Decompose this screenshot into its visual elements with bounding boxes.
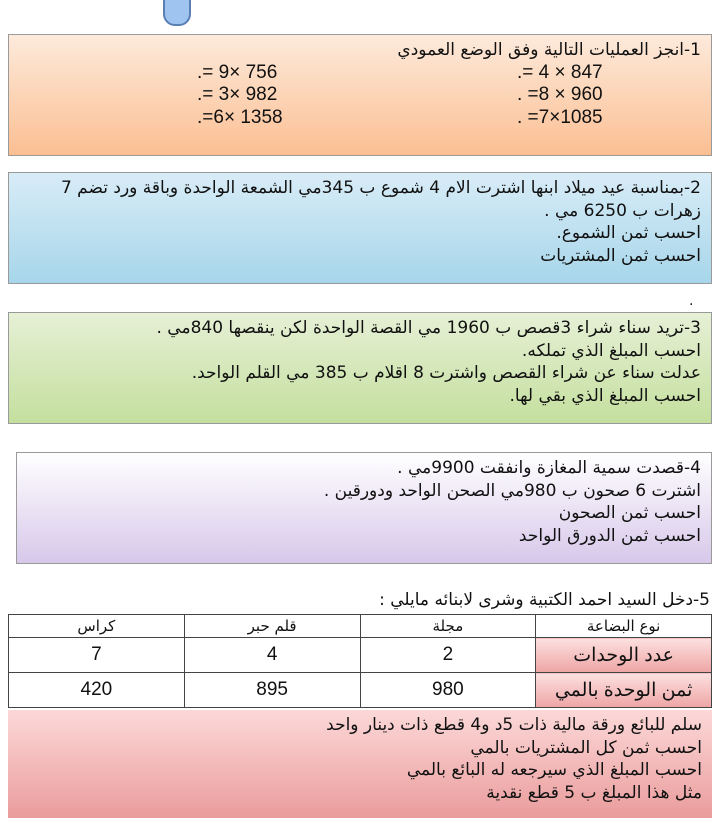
stray-dot: . (689, 293, 694, 309)
exercise-3-line: احسب المبلغ الذي بقي لها. (509, 385, 701, 406)
table-cell: 980 (360, 673, 536, 708)
exercise-5-line: سلم للبائع ورقة مالية ذات 5د و4 قطع ذات دينار واحد (326, 715, 702, 735)
operation: .=6× 1358 (197, 106, 283, 128)
exercise-2-line: زهرات ب 6250 مي . (544, 200, 701, 221)
exercise-2-line: احسب ثمن الشموع. (556, 223, 701, 243)
table-cell: قلم حبر (184, 615, 360, 638)
exercise-2-box (8, 172, 712, 284)
exercise-4-box (16, 452, 712, 564)
purchases-table (8, 614, 712, 708)
table-cell: 4 (184, 638, 360, 673)
exercise-2-line: 2-بمناسبة عيد ميلاد ابنها اشترت الام 4 شموع ب 345مي الشمعة الواحدة وباقة ورد تضم 7 (60, 178, 701, 198)
table-cell: 7 (9, 638, 185, 673)
table-cell: 895 (184, 673, 360, 708)
table-row (9, 638, 712, 673)
table-cell: كراس (9, 615, 185, 638)
exercise-1-title: 1-انجز العمليات التالية وفق الوضع العمودي (397, 40, 701, 60)
table-cell: نوع البضاعة (536, 615, 712, 638)
exercise-4-line: 4-قصدت سمية المغازة وانفقت 9900مي . (397, 458, 701, 478)
table-cell: 2 (360, 638, 536, 673)
table-cell: 420 (9, 673, 185, 708)
exercise-5-line: مثل هذا المبلغ ب 5 قطع نقدية (486, 782, 702, 803)
exercise-5-box (8, 710, 712, 818)
table-header-row (9, 615, 712, 638)
table-cell: مجلة (360, 615, 536, 638)
exercise-4-line: اشترت 6 صحون ب 980مي الصحن الواحد ودورقين . (323, 480, 701, 501)
operations-grid (197, 62, 701, 130)
binder-pin-decoration (163, 0, 191, 26)
exercise-1-box (8, 34, 712, 156)
operation: . =8 × 960 (517, 84, 603, 105)
exercise-5-title: 5-دخل السيد احمد الكتبية وشرى لابنائه مايلي : (379, 590, 710, 610)
exercise-3-box (8, 312, 712, 424)
exercise-4-line: احسب ثمن الصحون (558, 503, 701, 523)
operation: .= 9× 756 (197, 61, 278, 83)
exercise-3-line: احسب المبلغ الذي تملكه. (521, 340, 701, 361)
table-cell: عدد الوحدات (536, 638, 712, 673)
exercise-2-line: احسب ثمن المشتريات (540, 245, 701, 266)
table-cell: ثمن الوحدة بالمي (536, 673, 712, 708)
exercise-3-line: 3-تريد سناء شراء 3قصص ب 1960 مي القصة الواحدة لكن ينقصها 840مي . (156, 318, 701, 338)
exercise-4-line: احسب ثمن الدورق الواحد (518, 525, 701, 546)
exercise-5-line: احسب المبلغ الذي سيرجعه له البائع بالمي (406, 760, 702, 780)
operation: .= 3× 982 (197, 84, 278, 105)
operation: .= 4 × 847 (517, 61, 603, 83)
operation: . =7×1085 (517, 106, 603, 128)
exercise-3-line: عدلت سناء عن شراء القصص واشترت 8 اقلام ب 385 مي القلم الواحد. (191, 363, 701, 383)
table-row (9, 673, 712, 708)
exercise-5-line: احسب ثمن كل المشتريات بالمي (470, 737, 702, 758)
